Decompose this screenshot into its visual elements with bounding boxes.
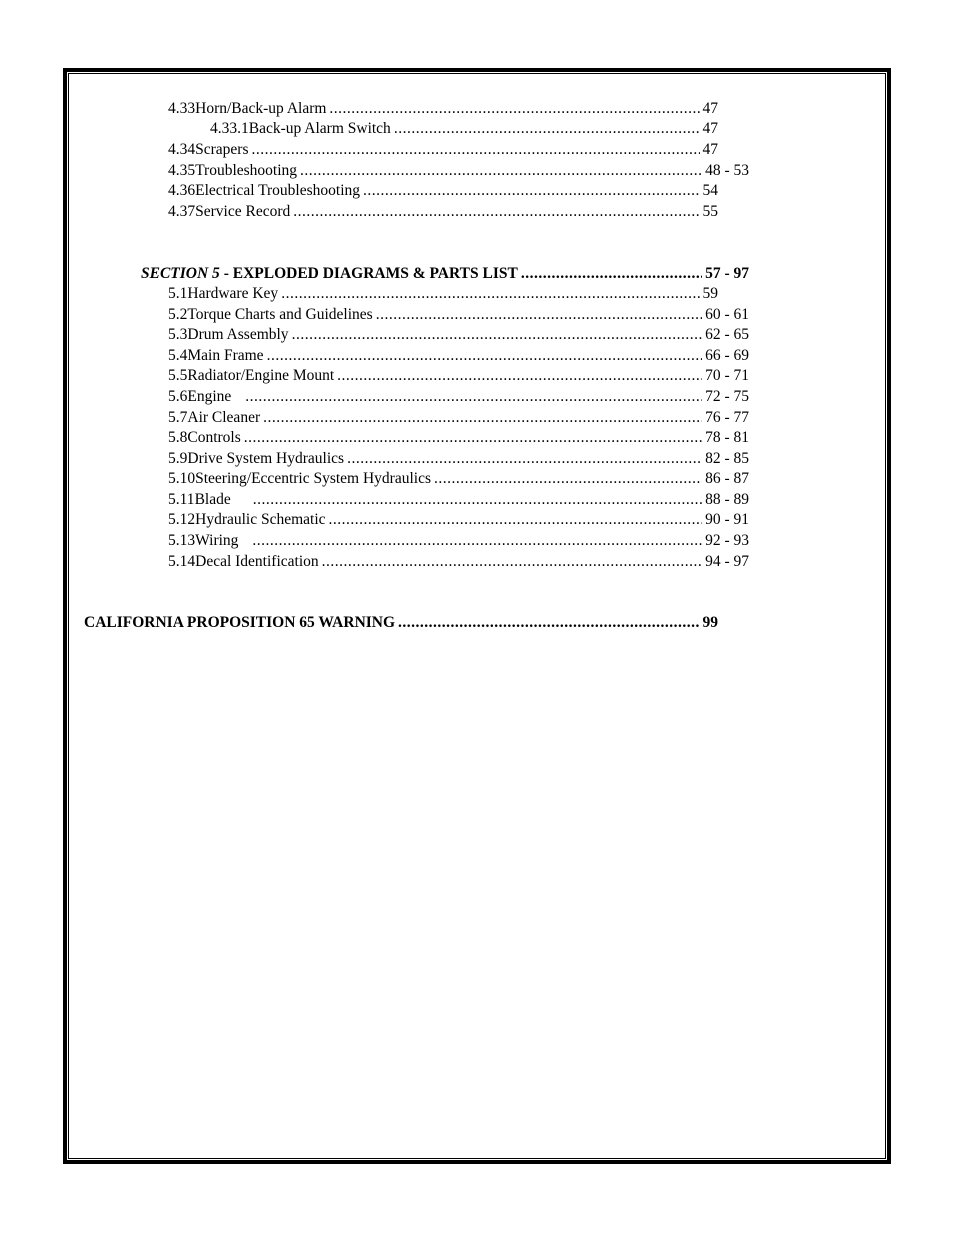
entry-title: CALIFORNIA PROPOSITION 65 WARNING — [84, 614, 396, 631]
entry-title: Blade — [194, 491, 231, 508]
entry-number: 5.12 — [168, 511, 196, 528]
entry-title: Horn/Back-up Alarm — [195, 100, 327, 117]
dot-leader — [244, 428, 702, 448]
entry-number: 5.3 — [168, 326, 188, 343]
entry-number: 5.6 — [168, 388, 188, 405]
toc-entry-4-33-1[interactable] — [210, 119, 718, 139]
entry-page: 99 — [702, 614, 718, 631]
toc-entry-california-prop-65[interactable] — [84, 613, 718, 633]
entry-number: 5.10 — [168, 470, 196, 487]
entry-number: 5.5 — [168, 367, 188, 384]
toc-entry-5-11[interactable] — [168, 490, 749, 510]
dot-leader — [363, 181, 699, 201]
section-title: - EXPLODED DIAGRAMS & PARTS LIST — [219, 265, 518, 282]
entry-page: 78 - 81 — [705, 429, 749, 446]
entry-page: 76 - 77 — [705, 409, 749, 426]
dot-leader — [253, 490, 702, 510]
toc-entry-5-12[interactable] — [168, 510, 749, 530]
entry-page: 70 - 71 — [705, 367, 749, 384]
dot-leader — [521, 264, 702, 284]
entry-title: Steering/Eccentric System Hydraulics — [195, 470, 432, 487]
toc-section-5[interactable] — [141, 264, 749, 284]
toc-entry-4-35[interactable] — [168, 161, 749, 181]
dot-leader — [263, 408, 702, 428]
entry-page: 48 - 53 — [705, 162, 749, 179]
toc-entry-5-13[interactable] — [168, 531, 749, 551]
dot-leader — [394, 119, 700, 139]
entry-page: 62 - 65 — [705, 326, 749, 343]
dot-leader — [267, 346, 703, 366]
entry-number: 5.9 — [168, 450, 188, 467]
entry-number: 5.2 — [168, 306, 188, 323]
entry-number: 5.14 — [168, 553, 196, 570]
dot-leader — [434, 469, 702, 489]
toc-entry-5-14[interactable] — [168, 552, 749, 572]
entry-title: Troubleshooting — [195, 162, 298, 179]
entry-number: 5.13 — [168, 532, 196, 549]
entry-title: Back-up Alarm Switch — [248, 120, 391, 137]
section-page: 57 - 97 — [705, 265, 749, 282]
entry-title: Scrapers — [195, 141, 249, 158]
entry-page: 92 - 93 — [705, 532, 749, 549]
dot-leader — [293, 202, 699, 222]
toc-entry-5-5[interactable] — [168, 366, 749, 386]
toc-entry-5-7[interactable] — [168, 408, 749, 428]
dot-leader — [347, 449, 702, 469]
entry-number: 4.33.1 — [210, 120, 249, 137]
entry-page: 66 - 69 — [705, 347, 749, 364]
entry-title: Wiring — [195, 532, 239, 549]
entry-title: Electrical Troubleshooting — [195, 182, 361, 199]
dot-leader — [337, 366, 702, 386]
entry-page: 82 - 85 — [705, 450, 749, 467]
dot-leader — [398, 613, 699, 633]
dot-leader — [376, 305, 702, 325]
entry-page: 60 - 61 — [705, 306, 749, 323]
entry-number: 5.1 — [168, 285, 188, 302]
entry-title: Controls — [187, 429, 241, 446]
entry-number: 4.35 — [168, 162, 196, 179]
dot-leader — [292, 325, 703, 345]
dot-leader — [329, 510, 703, 530]
entry-number: 4.34 — [168, 141, 196, 158]
entry-page: 94 - 97 — [705, 553, 749, 570]
entry-title: Hydraulic Schematic — [195, 511, 326, 528]
entry-page: 47 — [702, 141, 718, 158]
toc-entry-5-8[interactable] — [168, 428, 749, 448]
entry-page: 55 — [702, 203, 718, 220]
toc-entry-5-10[interactable] — [168, 469, 749, 489]
entry-page: 88 - 89 — [705, 491, 749, 508]
entry-title: Main Frame — [187, 347, 264, 364]
toc-entry-4-37[interactable] — [168, 202, 718, 222]
toc-entry-5-2[interactable] — [168, 305, 749, 325]
entry-number: 4.36 — [168, 182, 196, 199]
entry-number: 5.11 — [168, 491, 195, 508]
entry-number: 5.4 — [168, 347, 188, 364]
entry-number: 5.7 — [168, 409, 188, 426]
toc-entry-5-6[interactable] — [168, 387, 749, 407]
toc-entry-4-33[interactable] — [168, 99, 718, 119]
entry-page: 47 — [702, 120, 718, 137]
toc-entry-5-3[interactable] — [168, 325, 749, 345]
toc-entry-5-9[interactable] — [168, 449, 749, 469]
dot-leader — [281, 284, 699, 304]
dot-leader — [245, 387, 702, 407]
entry-page: 59 — [702, 285, 718, 302]
entry-title: Drive System Hydraulics — [187, 450, 345, 467]
dot-leader — [322, 552, 702, 572]
entry-page: 86 - 87 — [705, 470, 749, 487]
dot-leader — [300, 161, 702, 181]
entry-page: 90 - 91 — [705, 511, 749, 528]
entry-title: Decal Identification — [195, 553, 319, 570]
dot-leader — [329, 99, 699, 119]
entry-title: Torque Charts and Guidelines — [187, 306, 373, 323]
dot-leader — [252, 140, 700, 160]
entry-title: Drum Assembly — [187, 326, 289, 343]
toc-entry-5-4[interactable] — [168, 346, 749, 366]
entry-title: Radiator/Engine Mount — [187, 367, 335, 384]
section-label: SECTION 5 — [141, 265, 220, 282]
entry-number: 4.33 — [168, 100, 196, 117]
entry-page: 54 — [702, 182, 718, 199]
entry-number: 4.37 — [168, 203, 196, 220]
entry-page: 72 - 75 — [705, 388, 749, 405]
entry-title: Service Record — [195, 203, 291, 220]
dot-leader — [252, 531, 702, 551]
toc-entry-4-34[interactable] — [168, 140, 718, 160]
entry-title: Engine — [187, 388, 232, 405]
toc-entry-4-36[interactable] — [168, 181, 718, 201]
entry-title: Hardware Key — [187, 285, 279, 302]
toc-entry-5-1[interactable] — [168, 284, 718, 304]
entry-title: Air Cleaner — [187, 409, 261, 426]
entry-number: 5.8 — [168, 429, 188, 446]
entry-page: 47 — [702, 100, 718, 117]
